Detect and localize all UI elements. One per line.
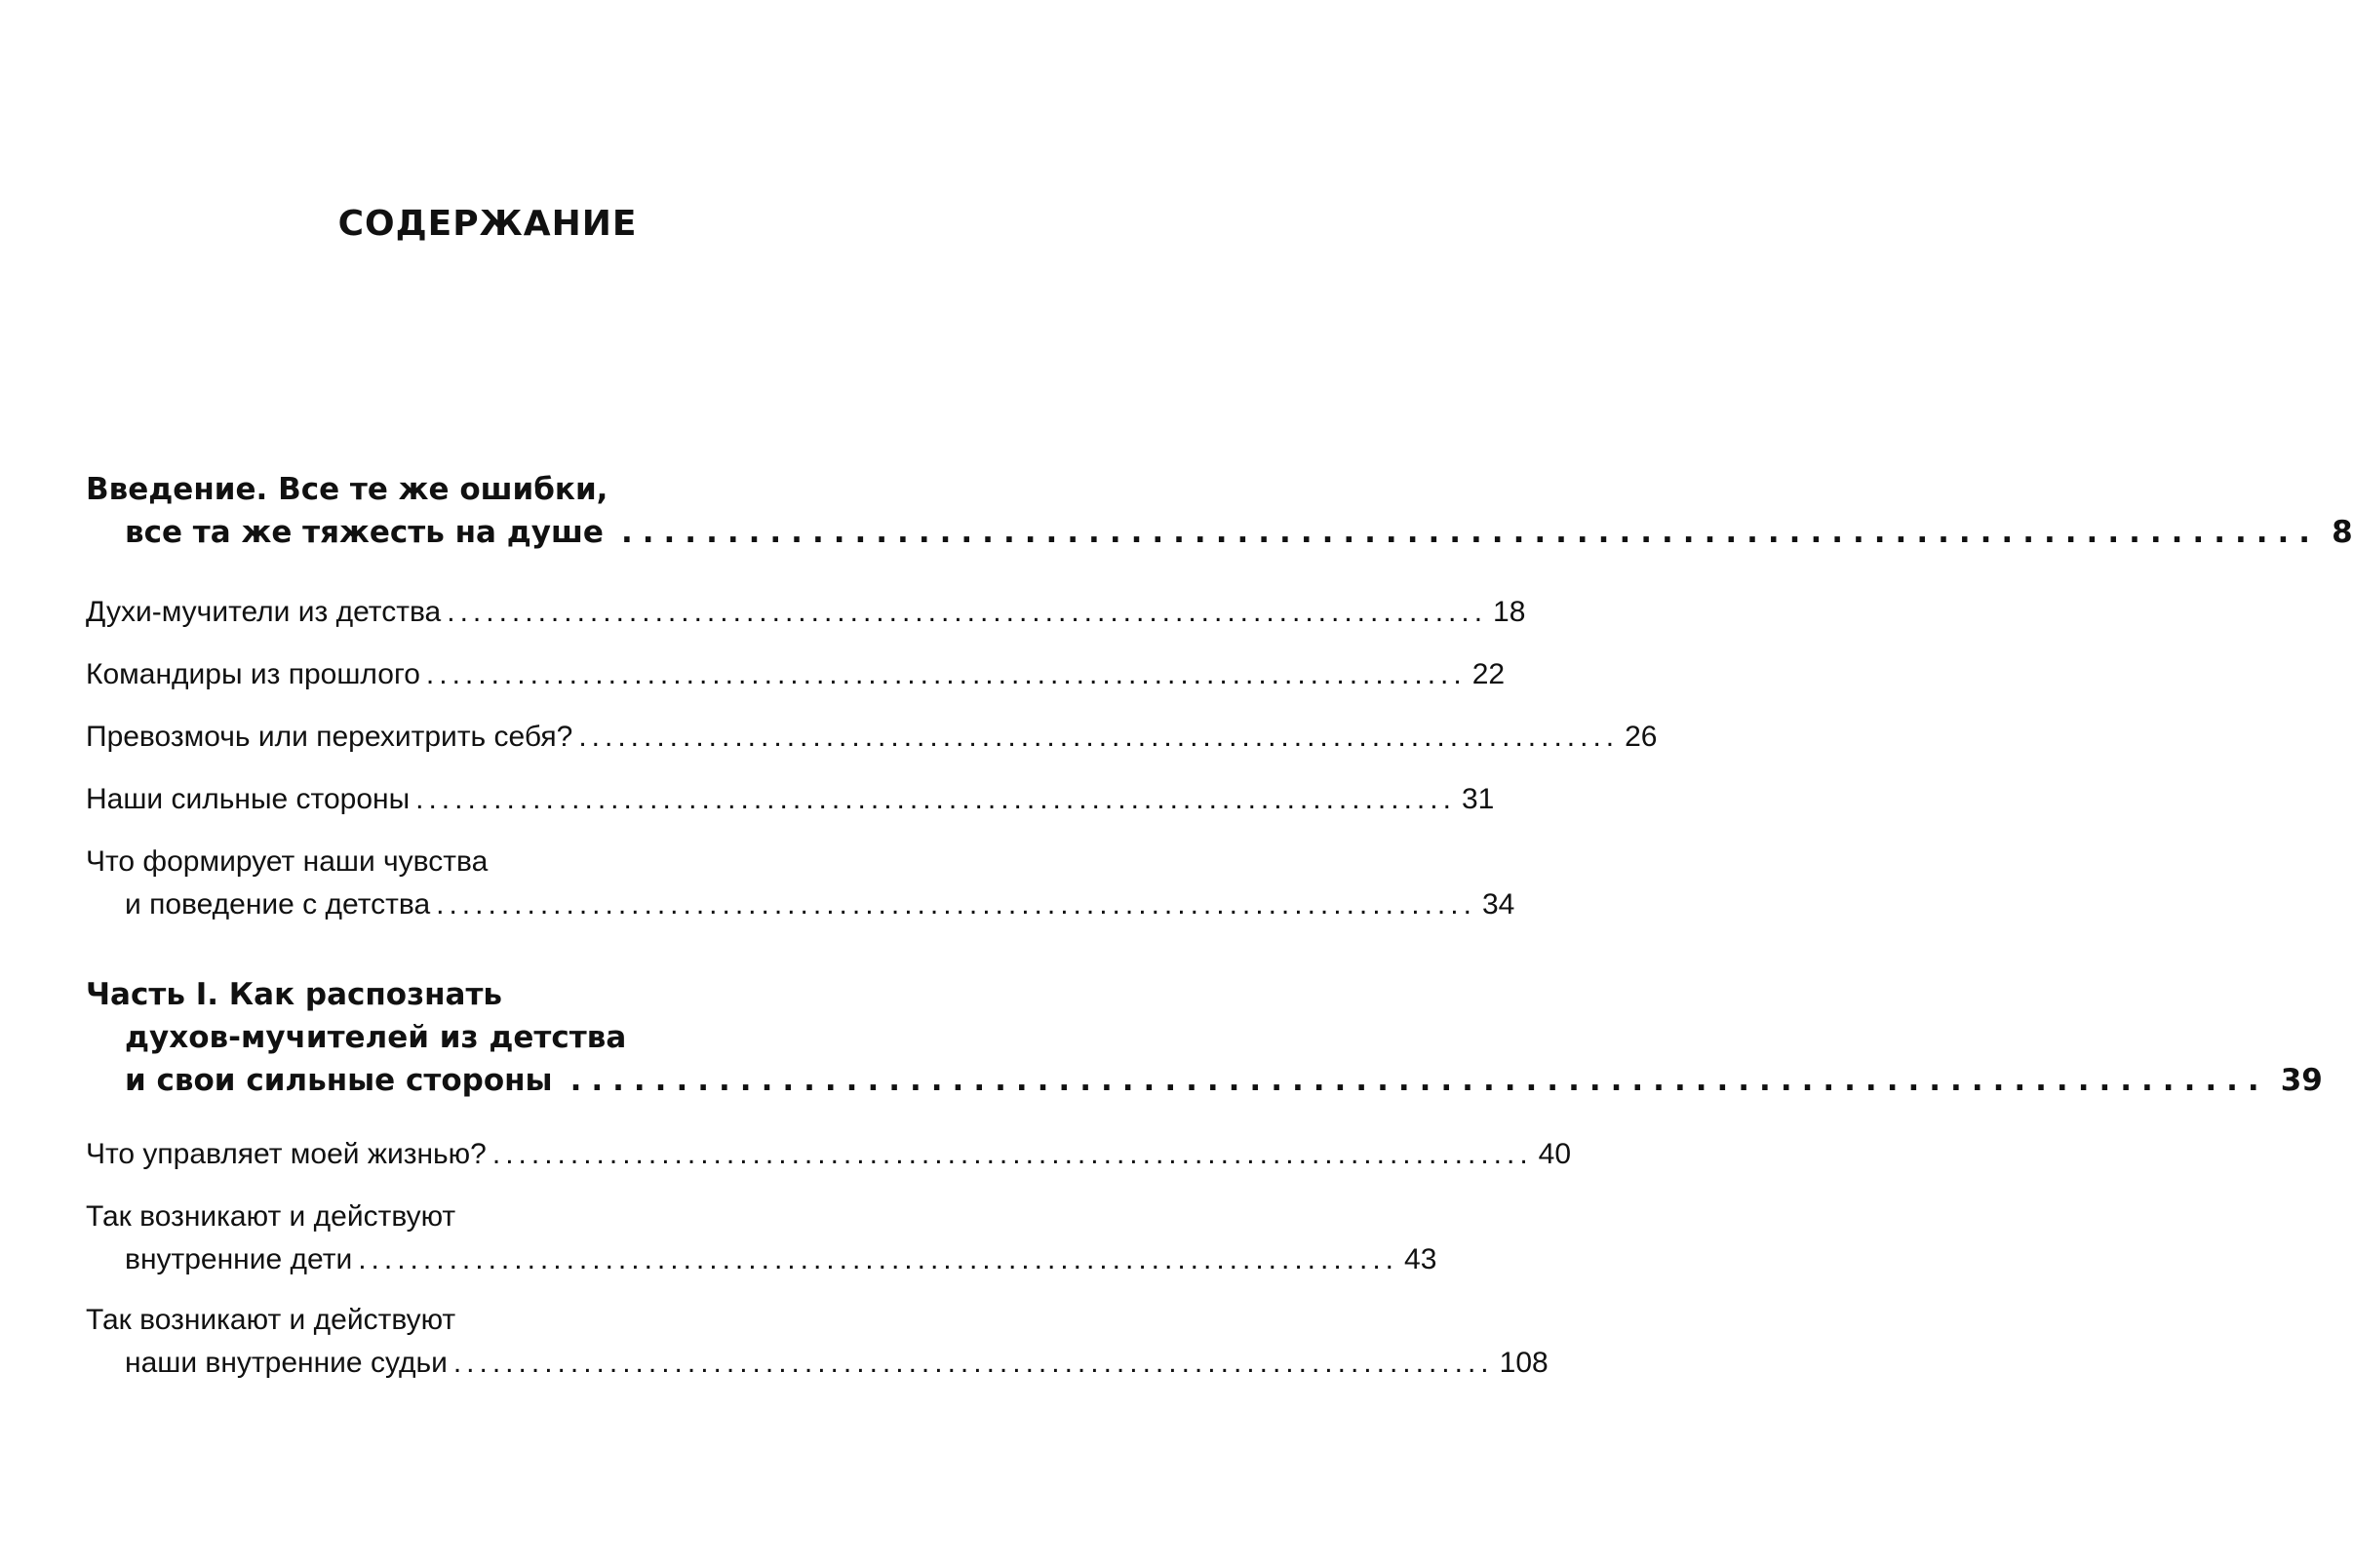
toc-entry-title: Наши сильные стороны	[86, 783, 411, 815]
dot-leader: ................................................................................	[569, 1063, 2269, 1098]
toc-entry-title: Так возникают и действуют	[86, 1200, 456, 1233]
toc-line	[86, 883, 1515, 926]
page-number: 34	[1481, 888, 1515, 921]
toc-line	[86, 841, 846, 883]
dot-leader: ................................................................................	[425, 658, 1467, 690]
dot-leader: ................................................................................	[358, 1243, 1399, 1275]
page-number: 26	[1625, 721, 1658, 753]
dot-leader: ................................................................................	[491, 1138, 1533, 1170]
toc-section-part-one[interactable]	[86, 973, 2323, 1102]
page-number: 39	[2280, 1063, 2323, 1098]
toc-line	[86, 1342, 1549, 1385]
toc-entry-title: все та же тяжесть на душе	[125, 515, 604, 550]
toc-line	[86, 591, 1526, 634]
toc-entry-title: Так возникают и действуют	[86, 1304, 456, 1336]
toc-entry-title: духов-мучителей из детства	[125, 1020, 627, 1055]
toc-entry-title: Превозмочь или перехитрить себя?	[86, 721, 573, 753]
page-number: 18	[1493, 596, 1526, 628]
toc-line	[86, 1299, 846, 1342]
dot-leader: ................................................................................	[447, 596, 1488, 628]
toc-line	[86, 1059, 2323, 1102]
toc-entry-title: и свои сильные стороны	[125, 1063, 553, 1098]
toc-entry-title: Введение. Все те же ошибки,	[86, 472, 608, 507]
toc-entry-title: Что управляет моей жизнью?	[86, 1138, 487, 1170]
toc-entry[interactable]	[86, 653, 1506, 696]
page-number: 8	[2332, 515, 2353, 550]
toc-line	[86, 1238, 1437, 1281]
toc-line	[86, 1016, 846, 1059]
page-number: 22	[1471, 658, 1506, 690]
toc-entry[interactable]	[86, 1133, 1572, 1176]
toc-entry-title: внутренние дети	[125, 1243, 353, 1275]
toc-entry[interactable]	[86, 1299, 1549, 1385]
toc-entry-title: и поведение с детства	[125, 888, 431, 921]
toc-entry-title: Духи-мучители из детства	[86, 596, 442, 628]
toc-entry-title: Что формирует наши чувства	[86, 845, 489, 878]
toc-line	[86, 468, 846, 511]
dot-leader: ................................................................................	[436, 888, 1476, 921]
toc-line	[86, 716, 1658, 759]
dot-leader: ................................................................................	[452, 1347, 1494, 1379]
toc-line	[86, 973, 846, 1016]
page-title: СОДЕРЖАНИЕ	[337, 204, 638, 244]
page-number: 40	[1538, 1138, 1572, 1170]
toc-line	[86, 1133, 1572, 1176]
toc-line	[86, 511, 2353, 554]
dot-leader: ................................................................................	[620, 515, 2321, 550]
page-number: 43	[1404, 1243, 1437, 1275]
toc-entry-title: Часть I. Как распознать	[86, 977, 503, 1012]
toc-entry-title: наши внутренние судьи	[125, 1347, 448, 1379]
toc-section-introduction[interactable]	[86, 468, 2353, 554]
dot-leader: ................................................................................	[578, 721, 1620, 753]
toc-line	[86, 1196, 846, 1238]
toc-entry-title: Командиры из прошлого	[86, 658, 420, 690]
toc-entry[interactable]	[86, 778, 1495, 821]
toc-entry[interactable]	[86, 591, 1526, 634]
page-number: 108	[1499, 1347, 1549, 1379]
toc-entry[interactable]	[86, 841, 1515, 926]
toc-entry[interactable]	[86, 716, 1658, 759]
page-number: 31	[1461, 783, 1495, 815]
dot-leader: ................................................................................	[415, 783, 1456, 815]
toc-line	[86, 653, 1506, 696]
toc-line	[86, 778, 1495, 821]
toc-entry[interactable]	[86, 1196, 1437, 1281]
